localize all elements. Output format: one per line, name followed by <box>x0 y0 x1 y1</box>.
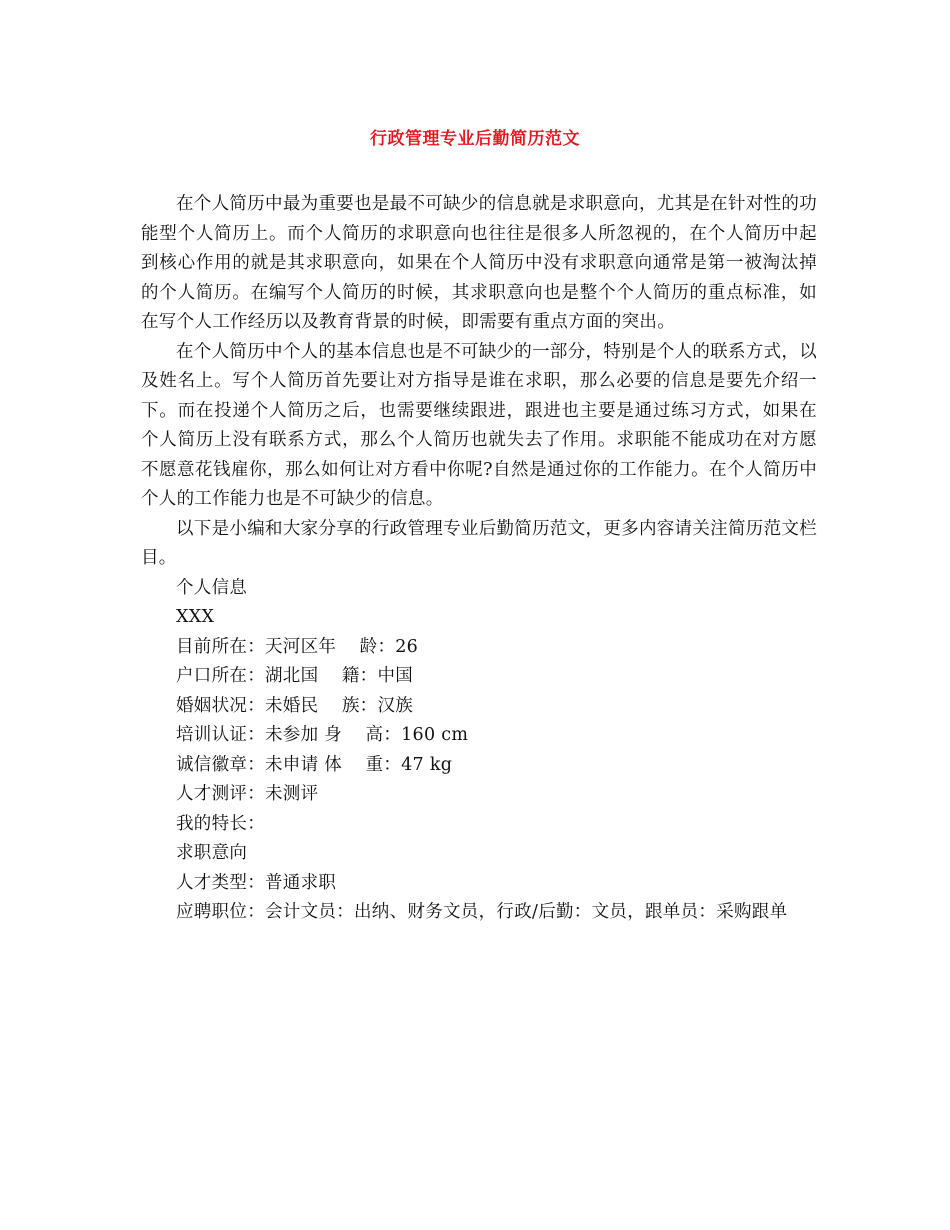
info-line-job-intention: 求职意向 <box>176 843 248 863</box>
info-line-assessment: 人才测评：未测评 <box>176 784 319 804</box>
info-line-hukou-nationality: 户口所在：湖北国 籍：中国 <box>176 666 414 686</box>
paragraph-1: 在个人简历中最为重要也是最不可缺少的信息就是求职意向，尤其是在针对性的功能型个人简历上。而个人简历的求职意向也往往是很多人所忽视的，在个人简历中起到核心作用的就是其求职意向，如果在个人简历中没有求职意向通常是第一被淘汰掉的个人简历。在编写个人简历的时候，其求职意向也是整个个人简历的重点标准，如在写个人工作经历以及教育背景的时候，即需要有重点方面的突出。 <box>141 194 817 332</box>
info-line-specialty: 我的特长： <box>176 813 265 834</box>
info-line-applied-positions: 应聘职位：会计文员：出纳、财务文员，行政/后勤：文员，跟单员：采购跟单 <box>176 902 788 922</box>
info-line-location-age: 目前所在：天河区年 龄：26 <box>176 636 419 657</box>
info-line-talent-type: 人才类型：普通求职 <box>176 872 337 893</box>
document-body <box>141 190 817 928</box>
info-line-personal-info: 个人信息 <box>176 577 248 598</box>
paragraph-3: 以下是小编和大家分享的行政管理专业后勤简历范文，更多内容请关注简历范文栏目。 <box>141 518 817 568</box>
document-title: 行政管理专业后勤简历范文 <box>370 129 580 149</box>
paragraph-2: 在个人简历中个人的基本信息也是不可缺少的一部分，特别是个人的联系方式，以及姓名上。写个人简历首先要让对方指导是谁在求职，那么必要的信息是要先介绍一下。而在投递个人简历之后，也需要继续跟进，跟进也主要是通过练习方式，如果在个人简历上没有联系方式，那么个人简历也就失去了作用。求职能不能成功在对方愿不愿意花钱雇你，那么如何让对方看中你呢?自然是通过你的工作能力。在个人简历中个人的工作能力也是不可缺少的信息。 <box>141 341 817 509</box>
info-line-training-height: 培训认证：未参加 身 高：160 cm <box>176 725 469 745</box>
info-line-name: XXX <box>176 607 215 627</box>
info-line-marital-ethnicity: 婚姻状况：未婚民 族：汉族 <box>176 695 414 716</box>
info-line-badge-weight: 诚信徽章：未申请 体 重：47 kg <box>176 754 453 775</box>
